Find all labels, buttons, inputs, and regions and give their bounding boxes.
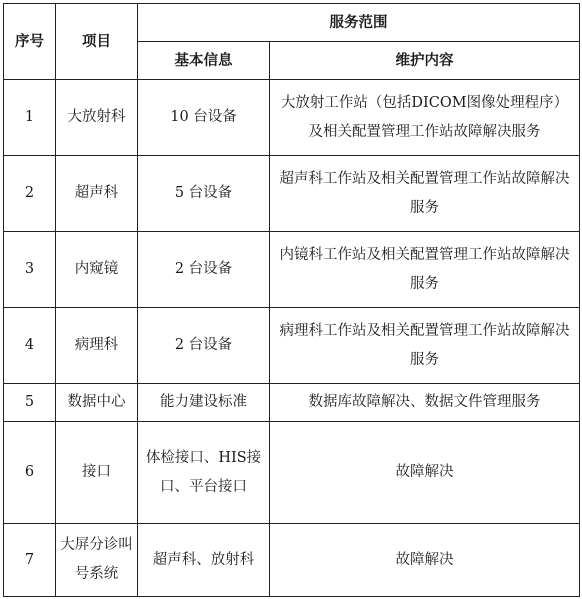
cell-info: 超声科、放射科 bbox=[138, 524, 270, 597]
cell-project: 内窥镜 bbox=[56, 232, 138, 308]
cell-seq: 2 bbox=[4, 156, 56, 232]
cell-info: 2 台设备 bbox=[138, 232, 270, 308]
header-service-scope: 服务范围 bbox=[138, 4, 580, 42]
cell-project: 病理科 bbox=[56, 308, 138, 384]
cell-seq: 1 bbox=[4, 80, 56, 156]
cell-project: 数据中心 bbox=[56, 384, 138, 422]
cell-seq: 6 bbox=[4, 422, 56, 524]
cell-project: 接口 bbox=[56, 422, 138, 524]
service-scope-table bbox=[3, 3, 580, 597]
cell-project: 超声科 bbox=[56, 156, 138, 232]
header-maintenance: 维护内容 bbox=[270, 42, 580, 80]
header-seq: 序号 bbox=[4, 4, 56, 80]
table-row bbox=[4, 232, 580, 308]
cell-info: 5 台设备 bbox=[138, 156, 270, 232]
cell-project: 大放射科 bbox=[56, 80, 138, 156]
table-row bbox=[4, 308, 580, 384]
cell-project: 大屏分诊叫号系统 bbox=[56, 524, 138, 597]
cell-seq: 7 bbox=[4, 524, 56, 597]
header-basic-info: 基本信息 bbox=[138, 42, 270, 80]
cell-info: 10 台设备 bbox=[138, 80, 270, 156]
cell-seq: 5 bbox=[4, 384, 56, 422]
table-row bbox=[4, 80, 580, 156]
cell-content: 大放射工作站（包括DICOM图像处理程序）及相关配置管理工作站故障解决服务 bbox=[270, 80, 580, 156]
cell-info: 能力建设标准 bbox=[138, 384, 270, 422]
cell-info: 体检接口、HIS接口、平台接口 bbox=[138, 422, 270, 524]
header-row-1 bbox=[4, 4, 580, 42]
cell-content: 病理科工作站及相关配置管理工作站故障解决服务 bbox=[270, 308, 580, 384]
cell-content: 超声科工作站及相关配置管理工作站故障解决服务 bbox=[270, 156, 580, 232]
table-row bbox=[4, 384, 580, 422]
cell-seq: 4 bbox=[4, 308, 56, 384]
table-row bbox=[4, 524, 580, 597]
cell-info: 2 台设备 bbox=[138, 308, 270, 384]
cell-content: 故障解决 bbox=[270, 422, 580, 524]
header-project: 项目 bbox=[56, 4, 138, 80]
cell-content: 数据库故障解决、数据文件管理服务 bbox=[270, 384, 580, 422]
table-row bbox=[4, 422, 580, 524]
cell-content: 故障解决 bbox=[270, 524, 580, 597]
cell-content: 内镜科工作站及相关配置管理工作站故障解决服务 bbox=[270, 232, 580, 308]
table-row bbox=[4, 156, 580, 232]
cell-seq: 3 bbox=[4, 232, 56, 308]
